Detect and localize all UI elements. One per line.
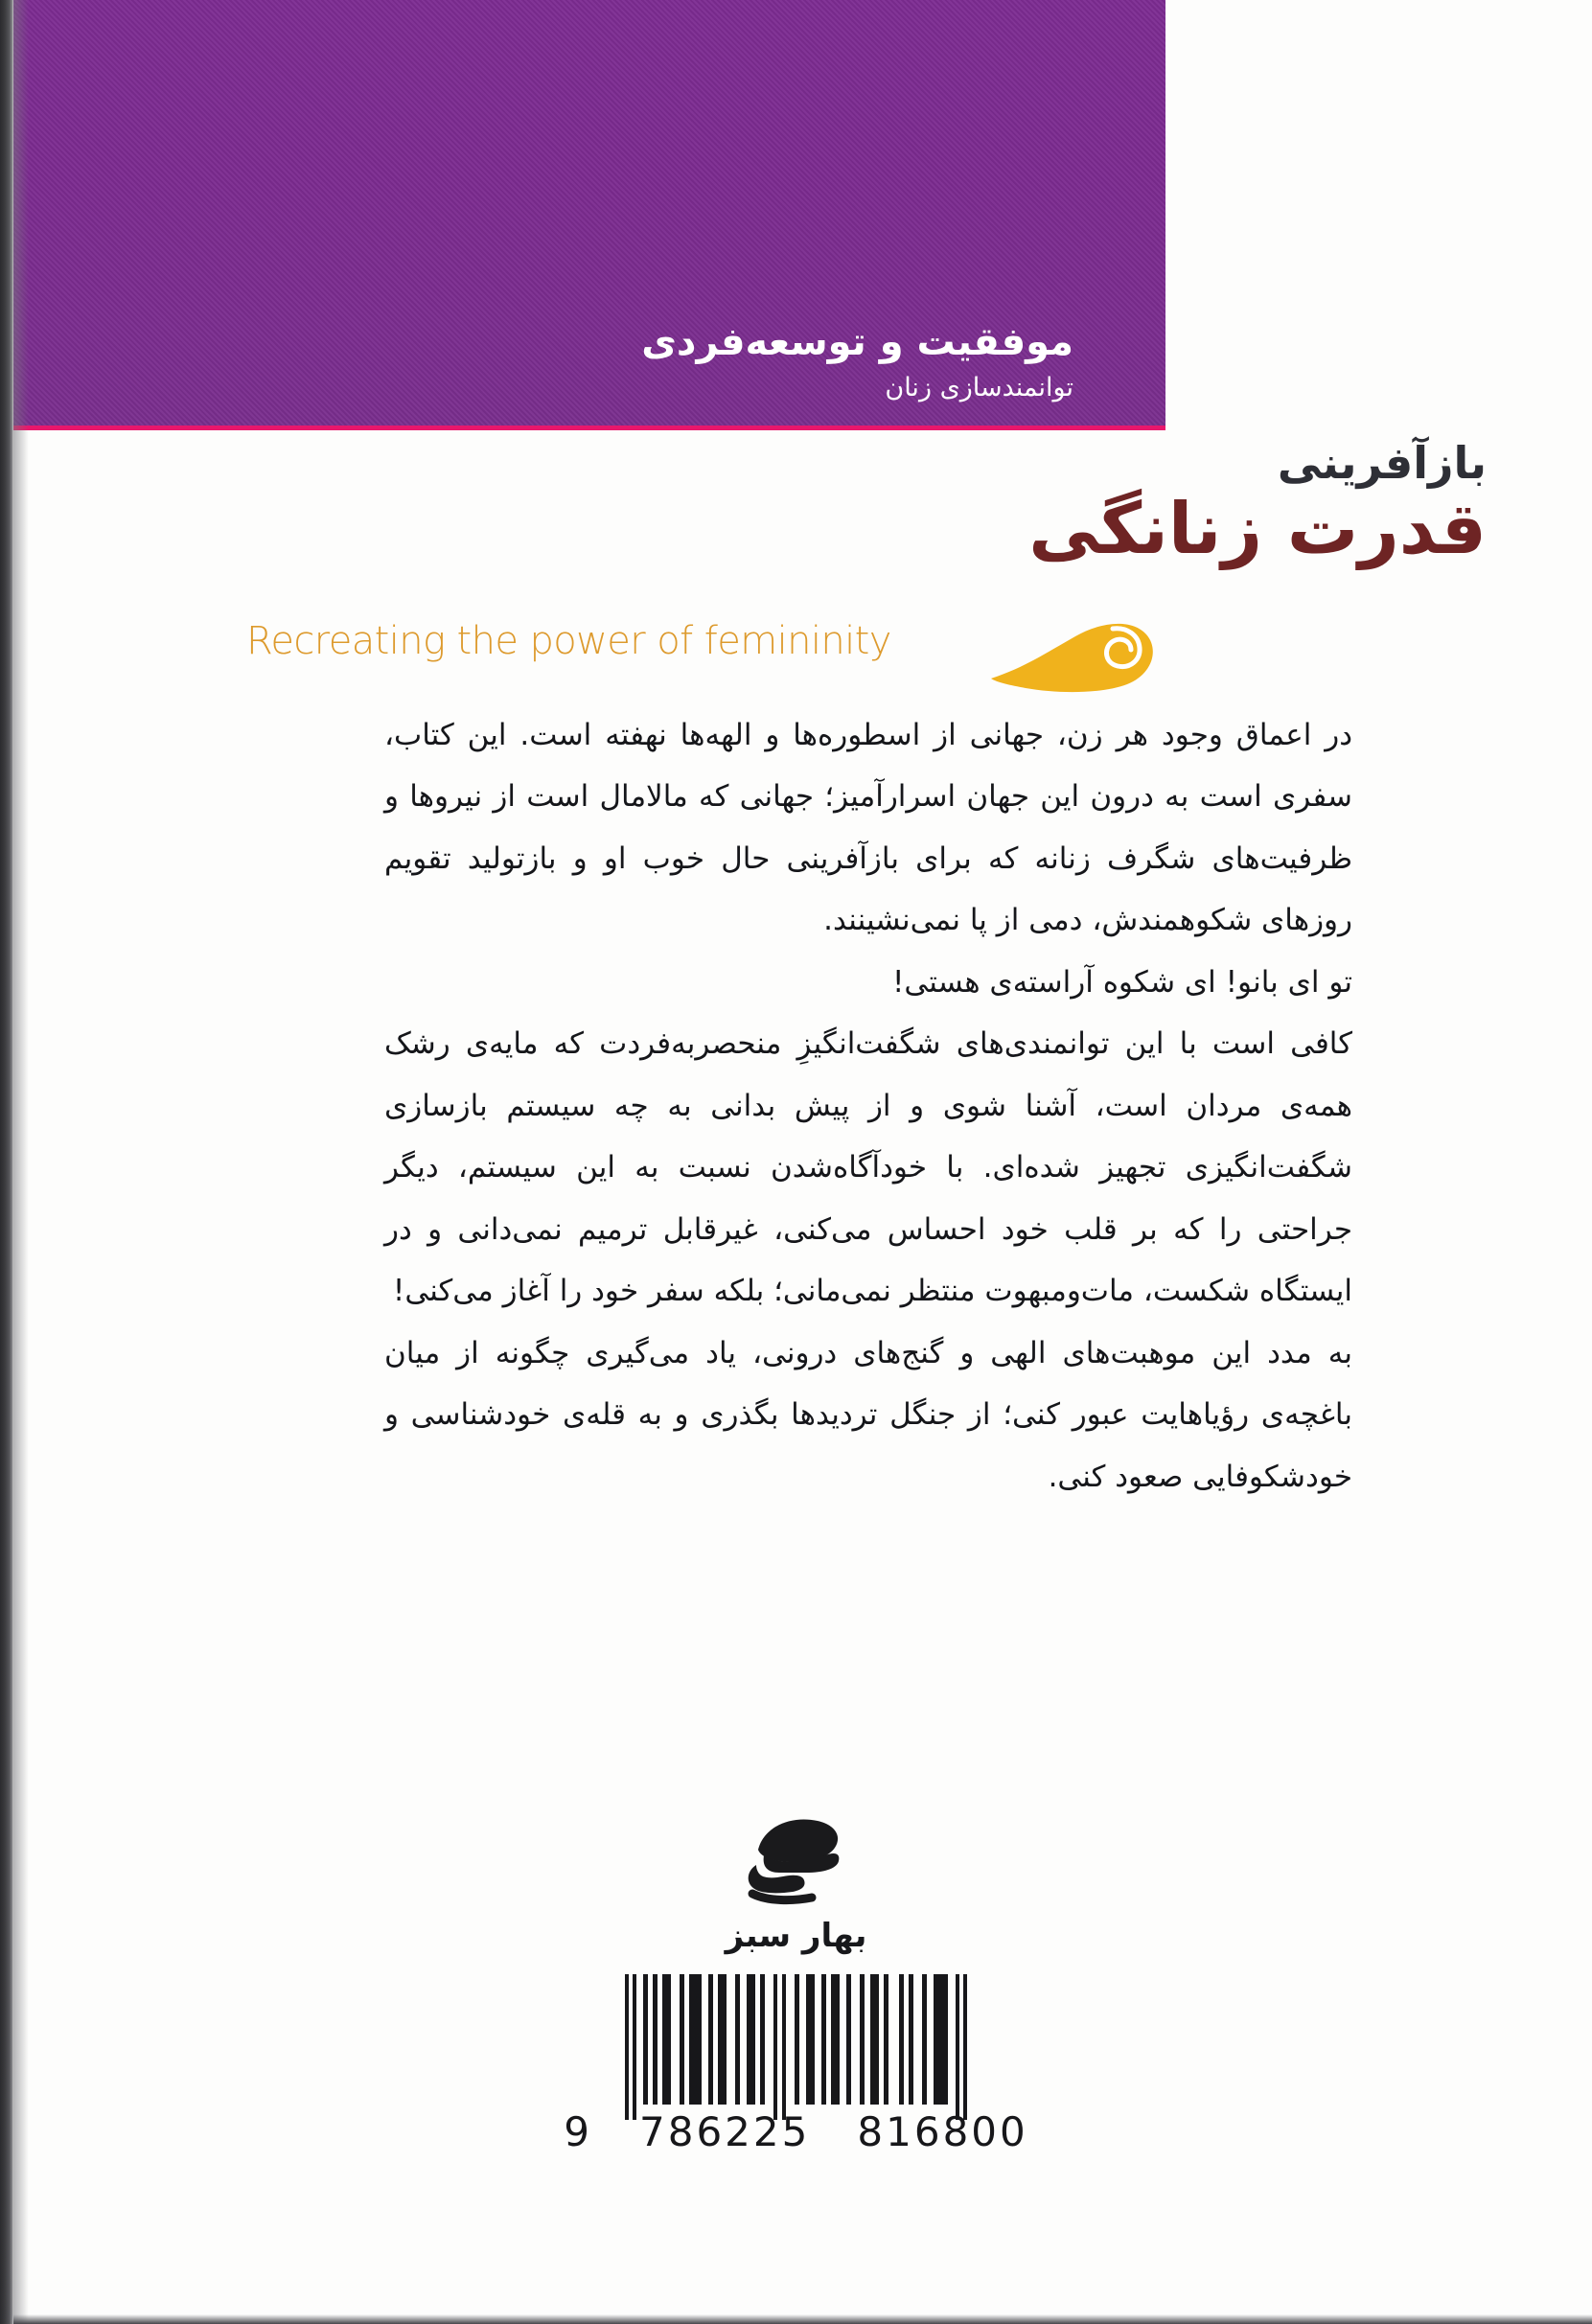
barcode-bars bbox=[625, 1974, 967, 2105]
back-cover-blurb bbox=[384, 704, 1352, 1507]
series-header-text bbox=[641, 320, 1073, 405]
publisher-name: بهار سبز bbox=[725, 1917, 867, 1955]
spine-shadow-strip bbox=[0, 0, 13, 2324]
leaf-swirl-icon bbox=[987, 608, 1160, 703]
spine-shadow-gradient bbox=[13, 0, 29, 2324]
barcode-digits-middle: 786225 bbox=[639, 2108, 811, 2155]
blurb-paragraph: در اعماق وجود هر زن، جهانی از اسطوره‌ها و الهه‌ها نهفته است. این کتاب، سفری است به درون این جهان اسرارآمیز؛ جهانی که مالامال است از نیروها و ظرفیت‌های شگرف زنانه که برای بازآفرینی حال خوب او و بازتولید تقویم روزهای شکوهمندش، دمی از پا نمی‌نشینند. bbox=[384, 718, 1352, 938]
series-header-band bbox=[0, 0, 1165, 430]
title-block bbox=[432, 436, 1487, 571]
blurb-paragraph: کافی است با این توانمندی‌های شگفت‌انگیزِ منحصربه‌فردت که مایه‌ی رشک همه‌ی مردان است، آشنا شوی و از پیش بدانی به چه سیستم بازسازی شگفت‌انگیزی تجهیز شده‌ای. با خودآگاه‌شدن نسبت به این سیستم، دیگر جراحتی را که بر قلب خود احساس می‌کنی، غیرقابل ترمیم نمی‌دانی و در ایستگاه شکست، مات‌ومبهوت منتظر نمی‌مانی؛ بلکه سفر خود را آغاز می‌کنی! bbox=[384, 1026, 1352, 1309]
subtitle-row bbox=[0, 613, 1592, 696]
bahar-sabz-leaf-logo bbox=[735, 1811, 858, 1915]
blurb-paragraph: تو ای بانو! ای شکوه آراسته‌ی هستی! bbox=[891, 964, 1352, 1000]
isbn-barcode bbox=[0, 1960, 1592, 2155]
book-subtitle-english: Recreating the power of femininity bbox=[246, 619, 891, 663]
blurb-paragraph: به مدد این موهبت‌های الهی و گنج‌های درونی، یاد می‌گیری چگونه از میان باغچه‌ی رؤیاهایت عبور کنی؛ از جنگل تردیدها بگذری و به قله‌ی خودشناسی و خودشکوفایی صعود کنی. bbox=[384, 1335, 1352, 1494]
barcode-digits bbox=[0, 2108, 1592, 2155]
publisher-block bbox=[0, 1811, 1592, 1955]
book-title-kicker: بازآفرینی bbox=[1277, 437, 1487, 489]
barcode-digit-left: 9 bbox=[564, 2108, 592, 2155]
barcode-digits-right: 816800 bbox=[857, 2108, 1028, 2155]
series-subtitle: توانمندسازی زنان bbox=[885, 372, 1073, 403]
series-title: موفقیت و توسعه‌فردی bbox=[641, 320, 1073, 365]
bottom-edge-shadow bbox=[0, 2314, 1592, 2324]
book-title-main: قدرت زنانگی bbox=[1028, 487, 1487, 570]
